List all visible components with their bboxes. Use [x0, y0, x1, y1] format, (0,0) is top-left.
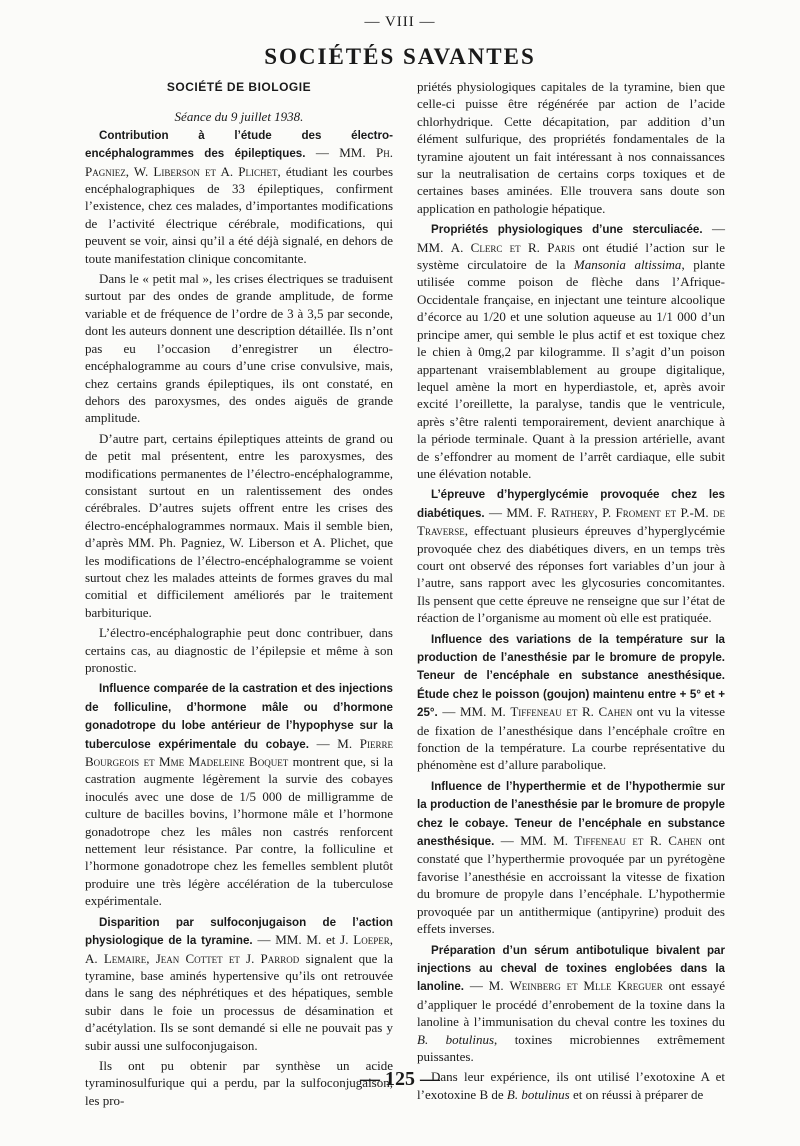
authors: Pierre Bourgeois et Mme Madeleine Boquet: [85, 735, 393, 770]
article-sterculiacee: [417, 220, 725, 482]
authors: Weinberg et Mlle Kreguer: [509, 978, 663, 994]
session-date: Séance du 9 juillet 1938.: [174, 109, 304, 125]
article-title: Propriétés physiologiques d’une sterculiacée.: [431, 223, 703, 237]
authors: Tiffeneau et R. Cahen: [510, 704, 633, 720]
article-text: , toxines microbiennes extrêmement puissantes.: [417, 1031, 725, 1064]
article-temperature-anesthesia: [417, 630, 725, 774]
article-title: Influence comparée de la castration et des injections de folliculine, d’hormone mâle ou d’hormone gonadotrope du lobe antérieur de l’hypophyse sur la tuberculose expérimentale du cobaye.: [85, 682, 393, 751]
species-name: Mansonia altissima: [573, 257, 682, 273]
article-text: Dans leur expérience, ils ont utilisé l’exotoxine A et l’exotoxine B de: [417, 1069, 725, 1102]
article-text: ont essayé d’appliquer le procédé d’enrobement de la toxine dans la lanoline à l’immunisation du cheval contre les toxines du: [417, 978, 726, 1030]
dash: — MM. M. et J.: [252, 932, 354, 948]
right-column: [417, 78, 725, 1103]
article-title: Influence de l’hyperthermie et de l’hypothermie sur la production de l’anesthésie par le bromure de propyle chez le cobaye. Teneur de l’encéphale en substance anesthésique.: [417, 779, 725, 849]
dash: — MM.: [305, 145, 377, 161]
article-text: effectuant plusieurs épreuves d’hyperglycémie provoquée chez des diabétiques divers, en un temps très court ont observé des réponses fort variables d’un jour à l’autre, sans rapport avec les glycosuries concomitantes. Ils pensent que cette épreuve ne renseigne que sur l’état de réaction de l’organisme au moment où elle est pratiquée.: [417, 523, 725, 626]
society-heading: SOCIÉTÉ DE BIOLOGIE: [166, 80, 312, 94]
dash: — M.: [308, 735, 360, 751]
article-text: , plante utilisée comme poison de flèche dans l’Afrique-Occidentale française, en injectant une teinture alcoolique d’écorce au 1/20 et une solution aqueuse au 1/1 000 d’un principe amer, qui semble le plus actif et est toxique chez le chien à 0mg,2 par kilogramme. Il s’agit d’un poison appartenant vraisemblablement au groupe digitalique, lequel amène la mort en hyperdiastole, et, après avoir excité l’oreillette, la paralyse, tandis que le ventricule, après s’être ralenti temporairement, devient anarchique à la période terminale. Quant à la pression artérielle, avant de s’effondrer au moment de l’arrêt cardiaque, elle subit une élévation notable.: [417, 257, 725, 481]
article-text: montrent que, si la castration augmente légèrement la survie des cobayes inoculés avec une dose de 1/5 000 de milligramme de culture de bacilles bovins, l’hormone mâle et l’hormone gonadotrope chez les mâles non castrés renforcent nettement leur résistance. Par contre, la folliculine et l’hormone gonadotrope chez les femelles semblent plutôt produire une très légère accélération de la tuberculose expérimentale.: [85, 754, 393, 909]
article-title: L’épreuve d’hyperglycémie provoquée chez les diabétiques.: [417, 488, 725, 520]
authors: A. Clerc et R. Paris: [450, 239, 575, 255]
authors: Loeper, A. Lemaire, Jean Cottet et J. Parrod: [85, 932, 393, 966]
left-column: [85, 78, 393, 1109]
article-text: étudiant les courbes encéphalographiques de 33 épileptiques, confirment l’existence, chez ces malades, d’importantes modifications de l’activité électrique cérébrale, modifications, qui peuvent se voir, ainsi qu’il a été déjà signalé, en dehors de toute manifestation clinique concomitante.: [85, 163, 393, 266]
paragraph: L’électro-encéphalographie peut donc contribuer, dans certains cas, au diagnostic de l’épilepsie et même à son pronostic.: [85, 625, 393, 675]
paragraph: Ils ont pu obtenir par synthèse un acide tyraminosulfurique qui a perdu, par la sulfoconjugaison, les pro-: [85, 1057, 393, 1108]
dash: — MM. M.: [494, 833, 575, 849]
article-text: ont constaté que l’hyperthermie provoquée par un pyrétogène favorise l’anesthésie en accroissant la vitesse de fixation du bromure de propyle dans l’encéphale. L’hypothermie provoquée par un antithermique (antipyrine) produit des effets inverses.: [417, 833, 725, 937]
species-name: B. botulinus: [506, 1086, 570, 1102]
page-title: SOCIÉTÉS SAVANTES: [264, 44, 536, 69]
article-text: et on réussi à préparer de: [569, 1086, 704, 1102]
article-tyramine-sulfoconjugation: [85, 913, 393, 1054]
article-hyperglycemia: [417, 485, 725, 626]
paragraph: D’autre part, certains épileptiques atteints de grand ou de petit mal présentent, entre les paroxysmes, des modifications permanentes de l’électro-encéphalogramme, consistant surtout en un ralentissement des ondes cérébrales. D’autres sujets offrent entre les crises des électro-encéphalogrammes normaux. Mais il semble bien, d’après MM. Ph. Pagniez, W. Liberson et A. Plichet, que les modifications de l’électro-encéphalogramme se voient surtout chez les malades atteints de formes graves du mal comitial et difficilement améliorés par le traitement barbiturique.: [85, 430, 393, 620]
article-text: ont vu la vitesse de fixation de l’anesthésique dans l’encéphale croître en fonction de la température. La courbe représentative du phénomène est d’allure parabolique.: [417, 704, 725, 773]
article-text: ont étudié l’action sur le système circulatoire de la: [417, 239, 725, 273]
article-antibotulinum-serum: [417, 941, 725, 1066]
page-number: — 125 —: [360, 1068, 440, 1090]
dash: — MM. M.: [437, 704, 511, 720]
article-title: Contribution à l’étude des électro-encéphalogrammes des épileptiques.: [85, 128, 393, 161]
article-electro-encephalogram: [85, 126, 393, 267]
paragraph-continued: priétés physiologiques capitales de la tyramine, bien que celle-ci puisse être régénérée par action de l’acide chlorhydrique. Cette décapitation, par addition d’un élément sulfurique, des propriétés fondamentales de la tyramine ajoutent un fait intéressant à nos connaissances sur la neutralisation de certains corps toxiques et de certaines bases aminées. Elle trouvera sans doute son application en pathologie hépatique.: [417, 79, 725, 216]
species-name: B. botulinus: [417, 1031, 495, 1047]
dash: — MM.: [417, 221, 725, 255]
article-hyperthermia-anesthesia: [417, 777, 725, 938]
authors: F. Rathery, P. Froment et P.-M. de Traverse,: [417, 504, 725, 539]
article-title: Disparition par sulfoconjugaison de l’action physiologique de la tyramine.: [85, 915, 393, 948]
folio-roman: — VIII —: [364, 14, 436, 30]
article-title: Préparation d’un sérum antibotulique bivalent par injections au cheval de toxines englobées dans la lanoline.: [417, 943, 725, 994]
article-text: signalent que la tyramine, base aminés hypertensive qu’ils ont retrouvée dans le sang des néphrétiques et des hépatiques, semble subir dans le foie un processus de désamination et d’acétylation. Ils se sont demandé si elle ne pouvait pas y subir aussi une sulfoconjugaison.: [85, 950, 393, 1053]
paragraph: Dans le « petit mal », les crises électriques se traduisent surtout par des ondes de grande amplitude, de forme variable et de fréquence de l’ordre de 3 à 3,5 par seconde, dont les auteurs donnent une description détaillée. Ils n’ont pas eu l’occasion d’enregistrer un électro-encéphalogramme au cours d’une crise convulsive, mais, chez certains grands épileptiques, ils ont constaté, en dehors des paroxysmes, des ondes aiguës de grande amplitude.: [85, 271, 393, 426]
authors: Ph. Pagniez, W. Liberson et A. Plichet,: [85, 145, 393, 179]
dash: — MM.: [484, 504, 538, 520]
dash: — M.: [464, 978, 510, 994]
article-title: Influence des variations de la température sur la production de l’anesthésie par le bromure de propyle. Teneur de l’encéphale en substance anesthésique. Étude chez le poisson (goujon) maintenu entre + 5° et + 25°.: [417, 632, 725, 720]
article-castration-tuberculosis: [85, 679, 393, 909]
authors: Tiffeneau et R. Cahen: [574, 833, 702, 849]
